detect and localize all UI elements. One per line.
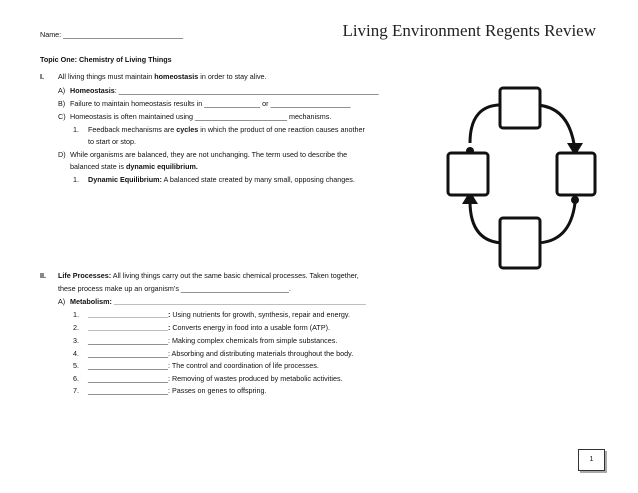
- cycle-node-right: [571, 196, 579, 204]
- item-letter: D): [58, 150, 66, 159]
- item-description: Making complex chemicals from simple substances.: [169, 336, 338, 345]
- item-description: Passes on genes to offspring.: [169, 386, 267, 395]
- sub-text-end: in which the product of one reaction causes another: [198, 125, 365, 134]
- section-2-intro: [40, 271, 359, 280]
- section-1-keyword: homeostasis: [154, 72, 199, 81]
- cycle-box-left: [448, 153, 488, 195]
- item-1c-text: Homeostasis is often maintained using _______________________ mechanisms.: [70, 112, 332, 121]
- section-2-text: All living things carry out the same basic chemical processes. Taken together,: [111, 271, 359, 280]
- item-number: 7.: [73, 386, 79, 395]
- item-description: Removing of wastes produced by metabolic activities.: [169, 374, 343, 383]
- life-process-item: [73, 310, 350, 319]
- section-1-intro: [40, 72, 267, 81]
- item-1b-text: Failure to maintain homeostasis results in ______________ or ____________________: [70, 99, 351, 108]
- item-blank: ____________________:: [88, 349, 170, 358]
- section-1-text: All living things must maintain: [58, 72, 155, 81]
- item-blank: ____________________:: [88, 386, 170, 395]
- name-field-line: Name: ______________________________: [40, 30, 184, 39]
- item-1d-text: While organisms are balanced, they are not unchanging. The term used to describe the: [70, 150, 348, 159]
- section-2-numeral: II.: [40, 271, 46, 280]
- dynamic-equilibrium-label: Dynamic Equilibrium:: [88, 175, 162, 184]
- item-2a: [58, 297, 366, 306]
- feedback-cycle-diagram: [440, 83, 600, 278]
- page-number: 1: [589, 456, 594, 463]
- cycle-box-top: [500, 88, 540, 128]
- item-description: The control and coordination of life processes.: [169, 361, 319, 370]
- item-1c: [58, 112, 331, 121]
- item-description: Absorbing and distributing materials throughout the body.: [169, 349, 354, 358]
- metabolism-label: Metabolism: _______________________________________________________________: [70, 297, 366, 306]
- item-blank: ____________________:: [88, 374, 170, 383]
- cycle-box-right: [557, 153, 595, 195]
- life-process-item: [73, 336, 337, 345]
- item-1d-cont-text: balanced state is: [70, 162, 126, 171]
- life-process-item: [73, 323, 330, 332]
- item-number: 6.: [73, 374, 79, 383]
- item-1d: [58, 150, 347, 159]
- life-process-item: [73, 386, 267, 395]
- homeostasis-label: Homeostasis: [70, 86, 115, 95]
- page-number-box: [578, 449, 605, 471]
- section-1-numeral: I.: [40, 72, 44, 81]
- cycle-box-bottom: [500, 218, 540, 268]
- item-letter: A): [58, 297, 66, 306]
- item-1b: [58, 99, 351, 108]
- life-processes-label: Life Processes:: [58, 271, 112, 280]
- cycles-keyword: cycles: [176, 125, 199, 134]
- item-letter: A): [58, 86, 66, 95]
- section-2-cont: these process make up an organism’s ___________________________.: [58, 284, 291, 293]
- page-title: Living Environment Regents Review: [342, 21, 596, 40]
- item-1c-sub1: [73, 125, 365, 134]
- item-letter: C): [58, 112, 66, 121]
- item-number: 5.: [73, 361, 79, 370]
- homeostasis-blank: : _________________________________________________________________: [114, 86, 379, 95]
- item-blank: ____________________:: [88, 361, 170, 370]
- life-process-item: [73, 361, 319, 370]
- item-1a: [58, 86, 379, 95]
- item-letter: B): [58, 99, 66, 108]
- sub-text: Feedback mechanisms are: [88, 125, 177, 134]
- sub-text-end: A balanced state created by many small, opposing changes.: [161, 175, 355, 184]
- item-1d-sub1: [73, 175, 355, 184]
- item-description: Using nutrients for growth, synthesis, repair and energy.: [170, 310, 350, 319]
- section-1-text-end: in order to stay alive.: [198, 72, 267, 81]
- item-blank: ____________________:: [88, 310, 171, 319]
- item-blank: ____________________:: [88, 323, 171, 332]
- item-description: Converts energy in food into a usable form (ATP).: [170, 323, 331, 332]
- item-1c-sub1-cont: to start or stop.: [88, 137, 136, 146]
- topic-heading: Topic One: Chemistry of Living Things: [40, 55, 172, 64]
- item-number: 3.: [73, 336, 79, 345]
- item-number: 1.: [73, 310, 79, 319]
- sub-number: 1.: [73, 125, 79, 134]
- life-process-item: [73, 349, 353, 358]
- item-number: 4.: [73, 349, 79, 358]
- item-number: 2.: [73, 323, 79, 332]
- item-1d-cont: [70, 162, 198, 171]
- life-process-item: [73, 374, 343, 383]
- item-blank: ____________________:: [88, 336, 170, 345]
- sub-number: 1.: [73, 175, 79, 184]
- dynamic-equilibrium-keyword: dynamic equilibrium.: [125, 162, 198, 171]
